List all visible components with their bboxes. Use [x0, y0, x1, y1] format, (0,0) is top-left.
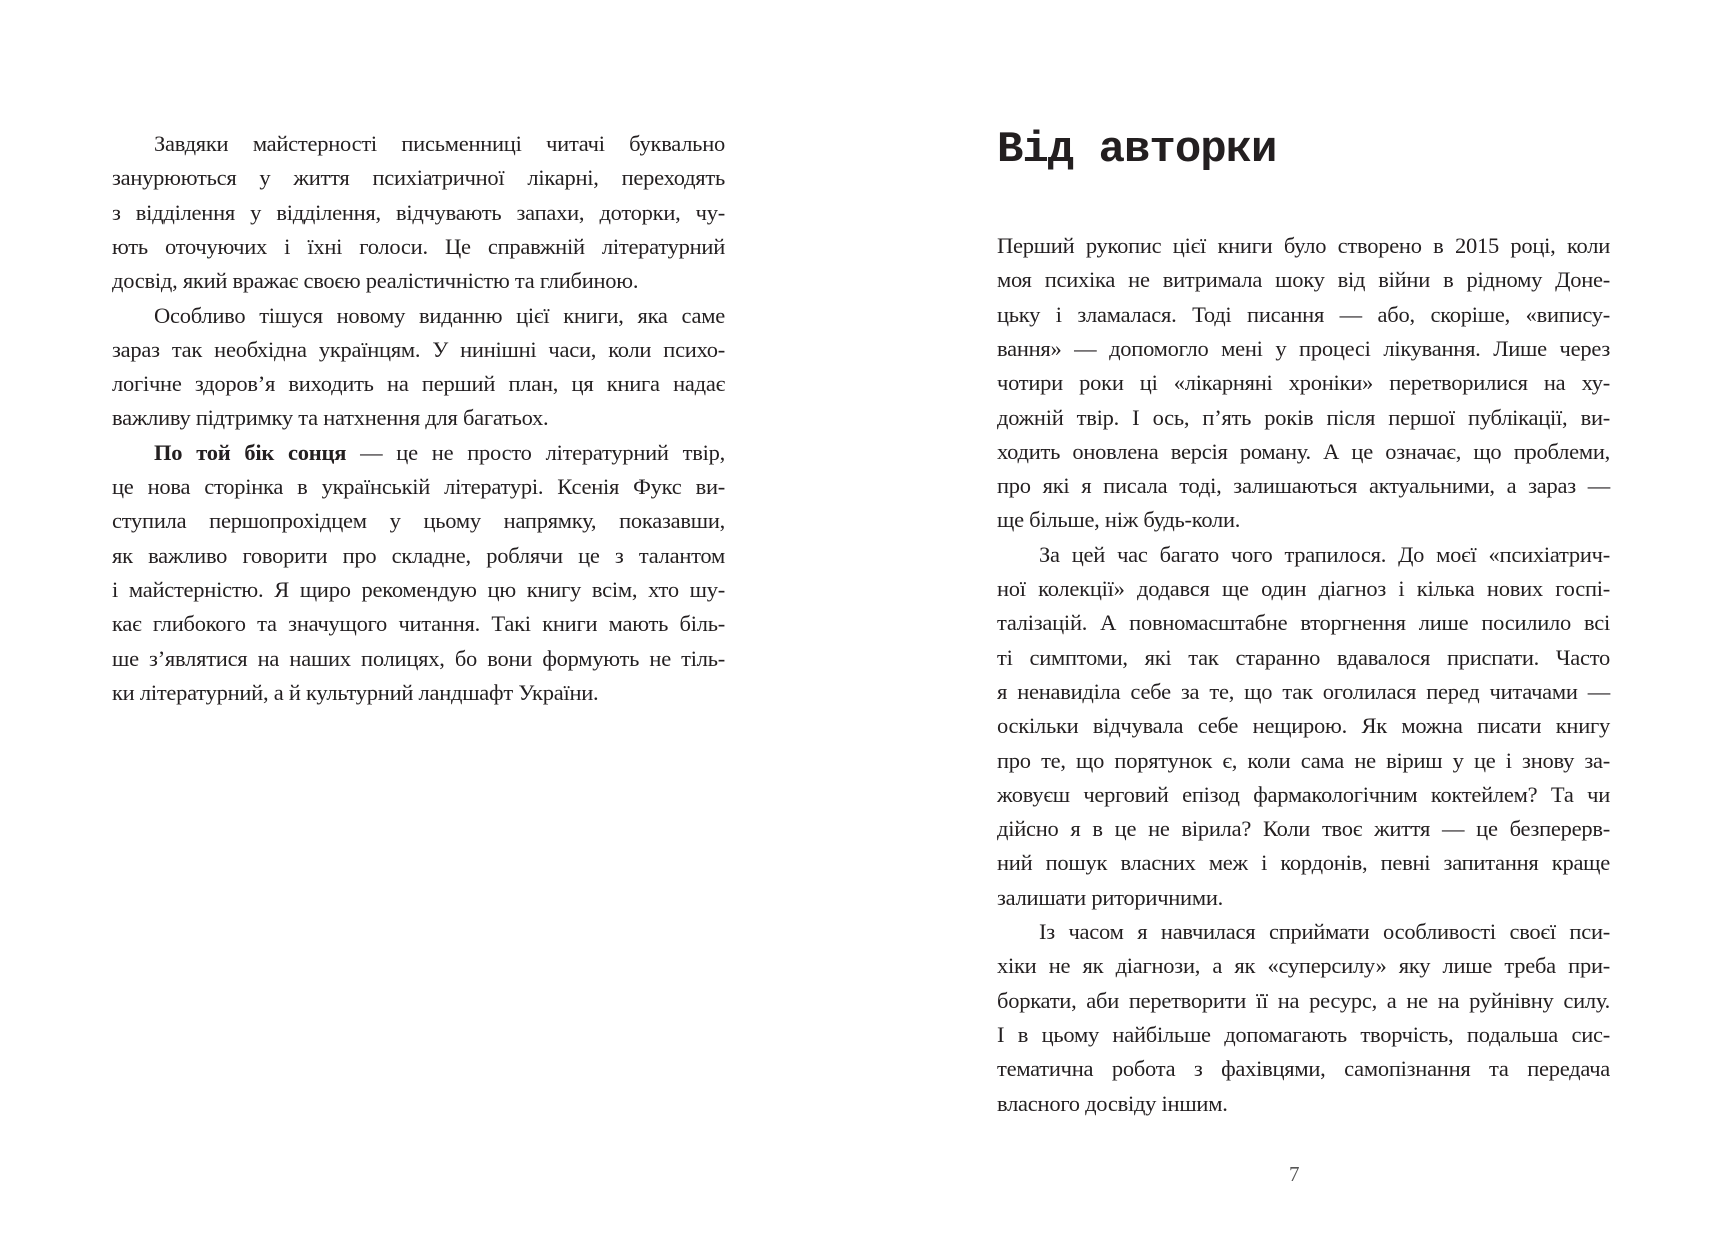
text-line: ної колекції» додався ще один діагноз і кілька нових госпі-: [997, 576, 1610, 601]
text-line: вання» — допомогло мені у процесі лікування. Лише через: [997, 335, 1610, 361]
text-line: моя психіка не витримала шоку від війни в рідному Доне-: [997, 267, 1610, 293]
text-line: важливу підтримку та натхнення для багатьох.: [112, 405, 549, 431]
page-number: 7: [1289, 1162, 1300, 1186]
text-line: занурюються у життя психіатричної лікарні, переходять: [112, 165, 725, 191]
text-line: з відділення у відділення, відчувають запахи, доторки, чу-: [112, 199, 725, 225]
text-line: оскільки відчувала себе нещирою. Як можна писати книгу: [997, 713, 1610, 739]
left-page: [0, 0, 856, 1258]
right-page: [857, 0, 1713, 1258]
text-line: чотири роки ці «лікарняні хроніки» перетворилися на ху-: [997, 370, 1610, 396]
text-line: ки літературний, а й культурний ландшафт України.: [112, 679, 599, 705]
text-line: За цей час багато чого трапилося. До моєї «психіатрич-: [1039, 541, 1610, 567]
text-line: ще більше, ніж будь-коли.: [997, 507, 1241, 533]
text-line: це нова сторінка в українській літературі. Ксенія Фукс ви-: [112, 474, 725, 499]
text-line: і майстерністю. Я щиро рекомендую цю книгу всім, хто шу-: [112, 576, 725, 602]
text-line: Завдяки майстерності письменниці читачі буквально: [154, 131, 725, 156]
text-line: дожній твір. І ось, п’ять років після першої публікації, ви-: [997, 404, 1610, 430]
text-line: І в цьому найбільше допомагають творчість, подальша сис-: [997, 1021, 1610, 1047]
text-line: ступила першопрохідцем у цьому напрямку, показавши,: [112, 508, 725, 534]
text-line: ють оточуючих і їхні голоси. Це справжній літературний: [112, 233, 725, 259]
text-line: ті симптоми, які так старанно вдавалося приспати. Часто: [997, 644, 1610, 670]
text-line: ходить оновлена версія роману. А це означає, що проблеми,: [997, 438, 1610, 464]
text-line: Із часом я навчилася сприймати особливості своєї пси-: [1039, 919, 1610, 944]
text-line: дійсно я в це не вірила? Коли твоє життя — це безперерв-: [997, 816, 1610, 842]
book-title-bold: По той бік сонця: [154, 439, 347, 465]
text-line: цьку і зламалася. Тоді писання — або, скоріше, «випису-: [997, 301, 1610, 327]
text-line: про те, що порятунок є, коли сама не віриш у це і знову за-: [997, 747, 1610, 773]
text-line: досвід, який вражає своєю реалістичністю та глибиною.: [112, 268, 639, 294]
text-line: як важливо говорити про складне, роблячи це з талантом: [112, 542, 725, 568]
text-line: боркати, аби перетворити її на ресурс, а не на руйнівну силу.: [997, 987, 1610, 1013]
text-line: тематична робота з фахівцями, самопізнання та передача: [997, 1056, 1610, 1082]
text-line: талізацій. А повномасштабне вторгнення лише посилило всі: [997, 610, 1610, 636]
text-line: [154, 436, 725, 470]
text-line: зараз так необхідна українцям. У нинішні часи, коли психо-: [112, 336, 725, 362]
text-line: власного досвіду іншим.: [997, 1090, 1228, 1116]
text-line: ний пошук власних меж і кордонів, певні запитання краще: [997, 850, 1610, 876]
text-line: хіки не як діагнози, а як «суперсилу» яку лише треба при-: [997, 953, 1610, 979]
text-line: про які я писала тоді, залишаються актуальними, а зараз —: [997, 473, 1610, 499]
text-line: Перший рукопис цієї книги було створено в 2015 році, коли: [997, 233, 1610, 258]
text-line: Особливо тішуся новому виданню цієї книги, яка саме: [154, 302, 725, 328]
text-line: я ненавиділа себе за те, що так оголилася перед читачами —: [997, 678, 1610, 704]
text-segment: — це не просто літературний твір,: [346, 439, 725, 465]
chapter-heading: Від авторки: [997, 125, 1277, 175]
text-line: залишати риторичними.: [997, 884, 1223, 910]
text-line: ше з’являтися на наших полицях, бо вони формують не тіль-: [112, 645, 725, 671]
text-line: жовуєш черговий епізод фармакологічним коктейлем? Та чи: [997, 781, 1610, 807]
text-line: логічне здоров’я виходить на перший план, ця книга надає: [112, 371, 725, 397]
text-line: кає глибокого та значущого читання. Такі книги мають біль-: [112, 611, 725, 637]
